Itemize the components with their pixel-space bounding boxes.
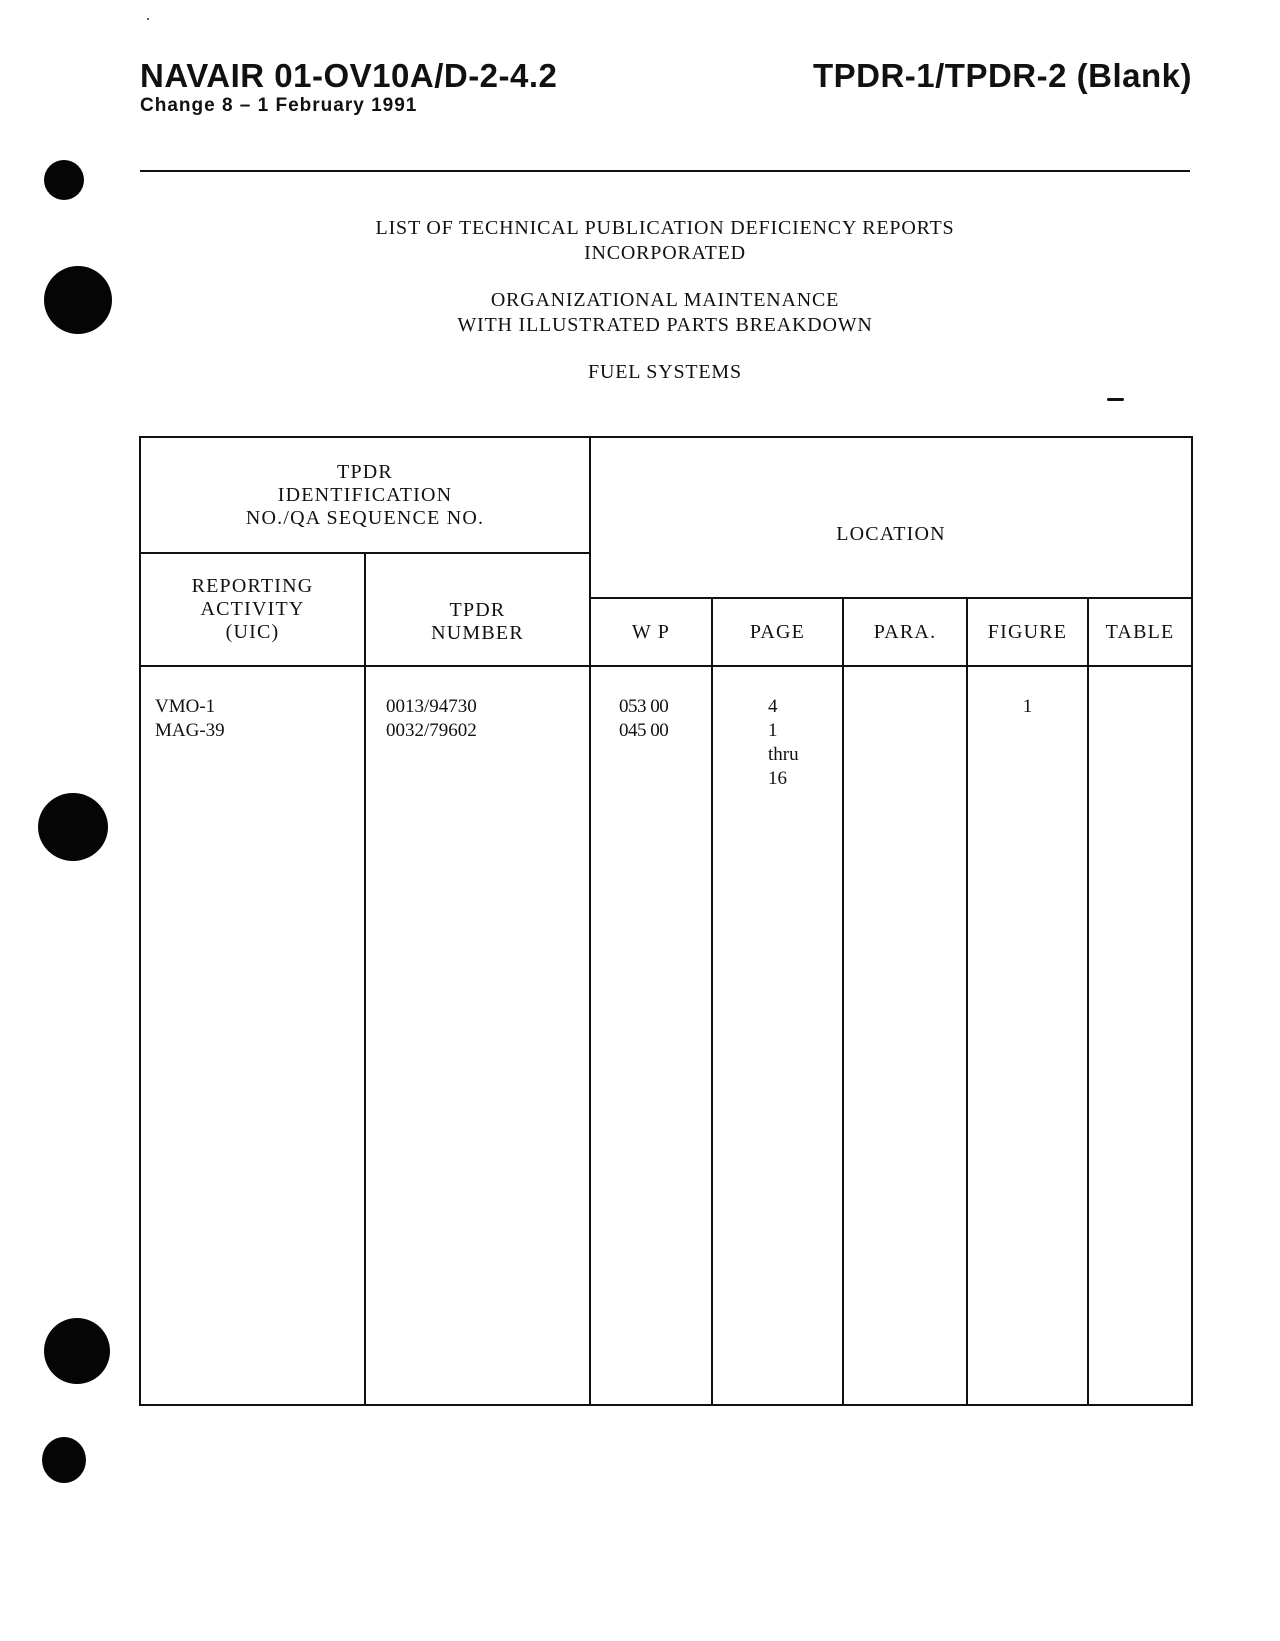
column-header-table: TABLE: [1088, 598, 1192, 666]
title-line: FUEL SYSTEMS: [588, 361, 742, 383]
tpdr-number-cell: [365, 666, 590, 1405]
header-line: TPDR: [449, 598, 506, 621]
manual-subtitle: [140, 288, 1190, 338]
change-bar-mark: [1107, 398, 1124, 401]
header-line: LOCATION: [836, 523, 946, 545]
header-line: (UIC): [225, 621, 280, 643]
identification-group-header: [140, 437, 590, 553]
table-row-number: 0013/94730: [386, 696, 477, 717]
table-row-activity: VMO-1: [155, 696, 216, 717]
title-line: INCORPORATED: [584, 242, 746, 264]
title-line: ORGANIZATIONAL MAINTENANCE: [490, 289, 840, 311]
column-header-page: PAGE: [712, 598, 843, 666]
table-row-page: 1: [768, 720, 778, 741]
tpdr-table: [139, 436, 1191, 1406]
list-title: [140, 216, 1190, 266]
header-line: ACTIVITY: [200, 598, 305, 620]
title-section: [140, 216, 1190, 407]
column-header-para: PARA.: [843, 598, 967, 666]
title-line: WITH ILLUSTRATED PARTS BREAKDOWN: [457, 314, 873, 336]
figure-cell: [967, 666, 1088, 1405]
column-header-wp: W P: [590, 598, 712, 666]
table-row-figure: 1: [1022, 696, 1033, 717]
table-row-page: 4: [768, 696, 778, 717]
table-row-wp: 053 00: [619, 696, 669, 717]
binder-hole: [42, 1437, 86, 1483]
header-rule: [140, 170, 1190, 172]
title-line: LIST OF TECHNICAL PUBLICATION DEFICIENCY REPORTS: [375, 217, 955, 239]
para-cell: [843, 666, 967, 1405]
header-line: TPDR: [337, 460, 393, 483]
header-line: NO./QA SEQUENCE NO.: [245, 506, 485, 529]
speck: [147, 18, 149, 20]
page-identifier: TPDR-1/TPDR-2 (Blank): [812, 57, 1192, 94]
header-line: REPORTING: [191, 575, 314, 597]
page-cell: [712, 666, 843, 1405]
reporting-activity-cell: [140, 666, 365, 1405]
document-header: [140, 58, 557, 118]
change-date: Change 8 – 1 February 1991: [140, 95, 418, 116]
binder-hole: [44, 266, 112, 334]
binder-hole: [38, 793, 108, 861]
table-row-wp: 045 00: [619, 720, 669, 741]
table-row-activity: MAG-39: [155, 720, 225, 741]
binder-hole: [44, 1318, 110, 1384]
table-row-number: 0032/79602: [386, 720, 477, 741]
table-row-page: thru: [768, 744, 799, 765]
header-line: IDENTIFICATION: [277, 483, 453, 506]
column-header-tpdr-number: [365, 553, 590, 666]
table-row-page: 16: [768, 768, 788, 789]
document-number: NAVAIR 01-OV10A/D-2-4.2: [140, 57, 558, 94]
column-header-figure: FIGURE: [967, 598, 1088, 666]
binder-hole: [44, 160, 84, 200]
table-ref-cell: [1088, 666, 1192, 1405]
system-title: [140, 360, 1190, 385]
wp-cell: [590, 666, 712, 1405]
table-body: [140, 666, 1192, 1405]
column-header-reporting-activity: [140, 553, 365, 666]
location-group-header: [590, 437, 1192, 598]
header-line: NUMBER: [431, 621, 524, 644]
